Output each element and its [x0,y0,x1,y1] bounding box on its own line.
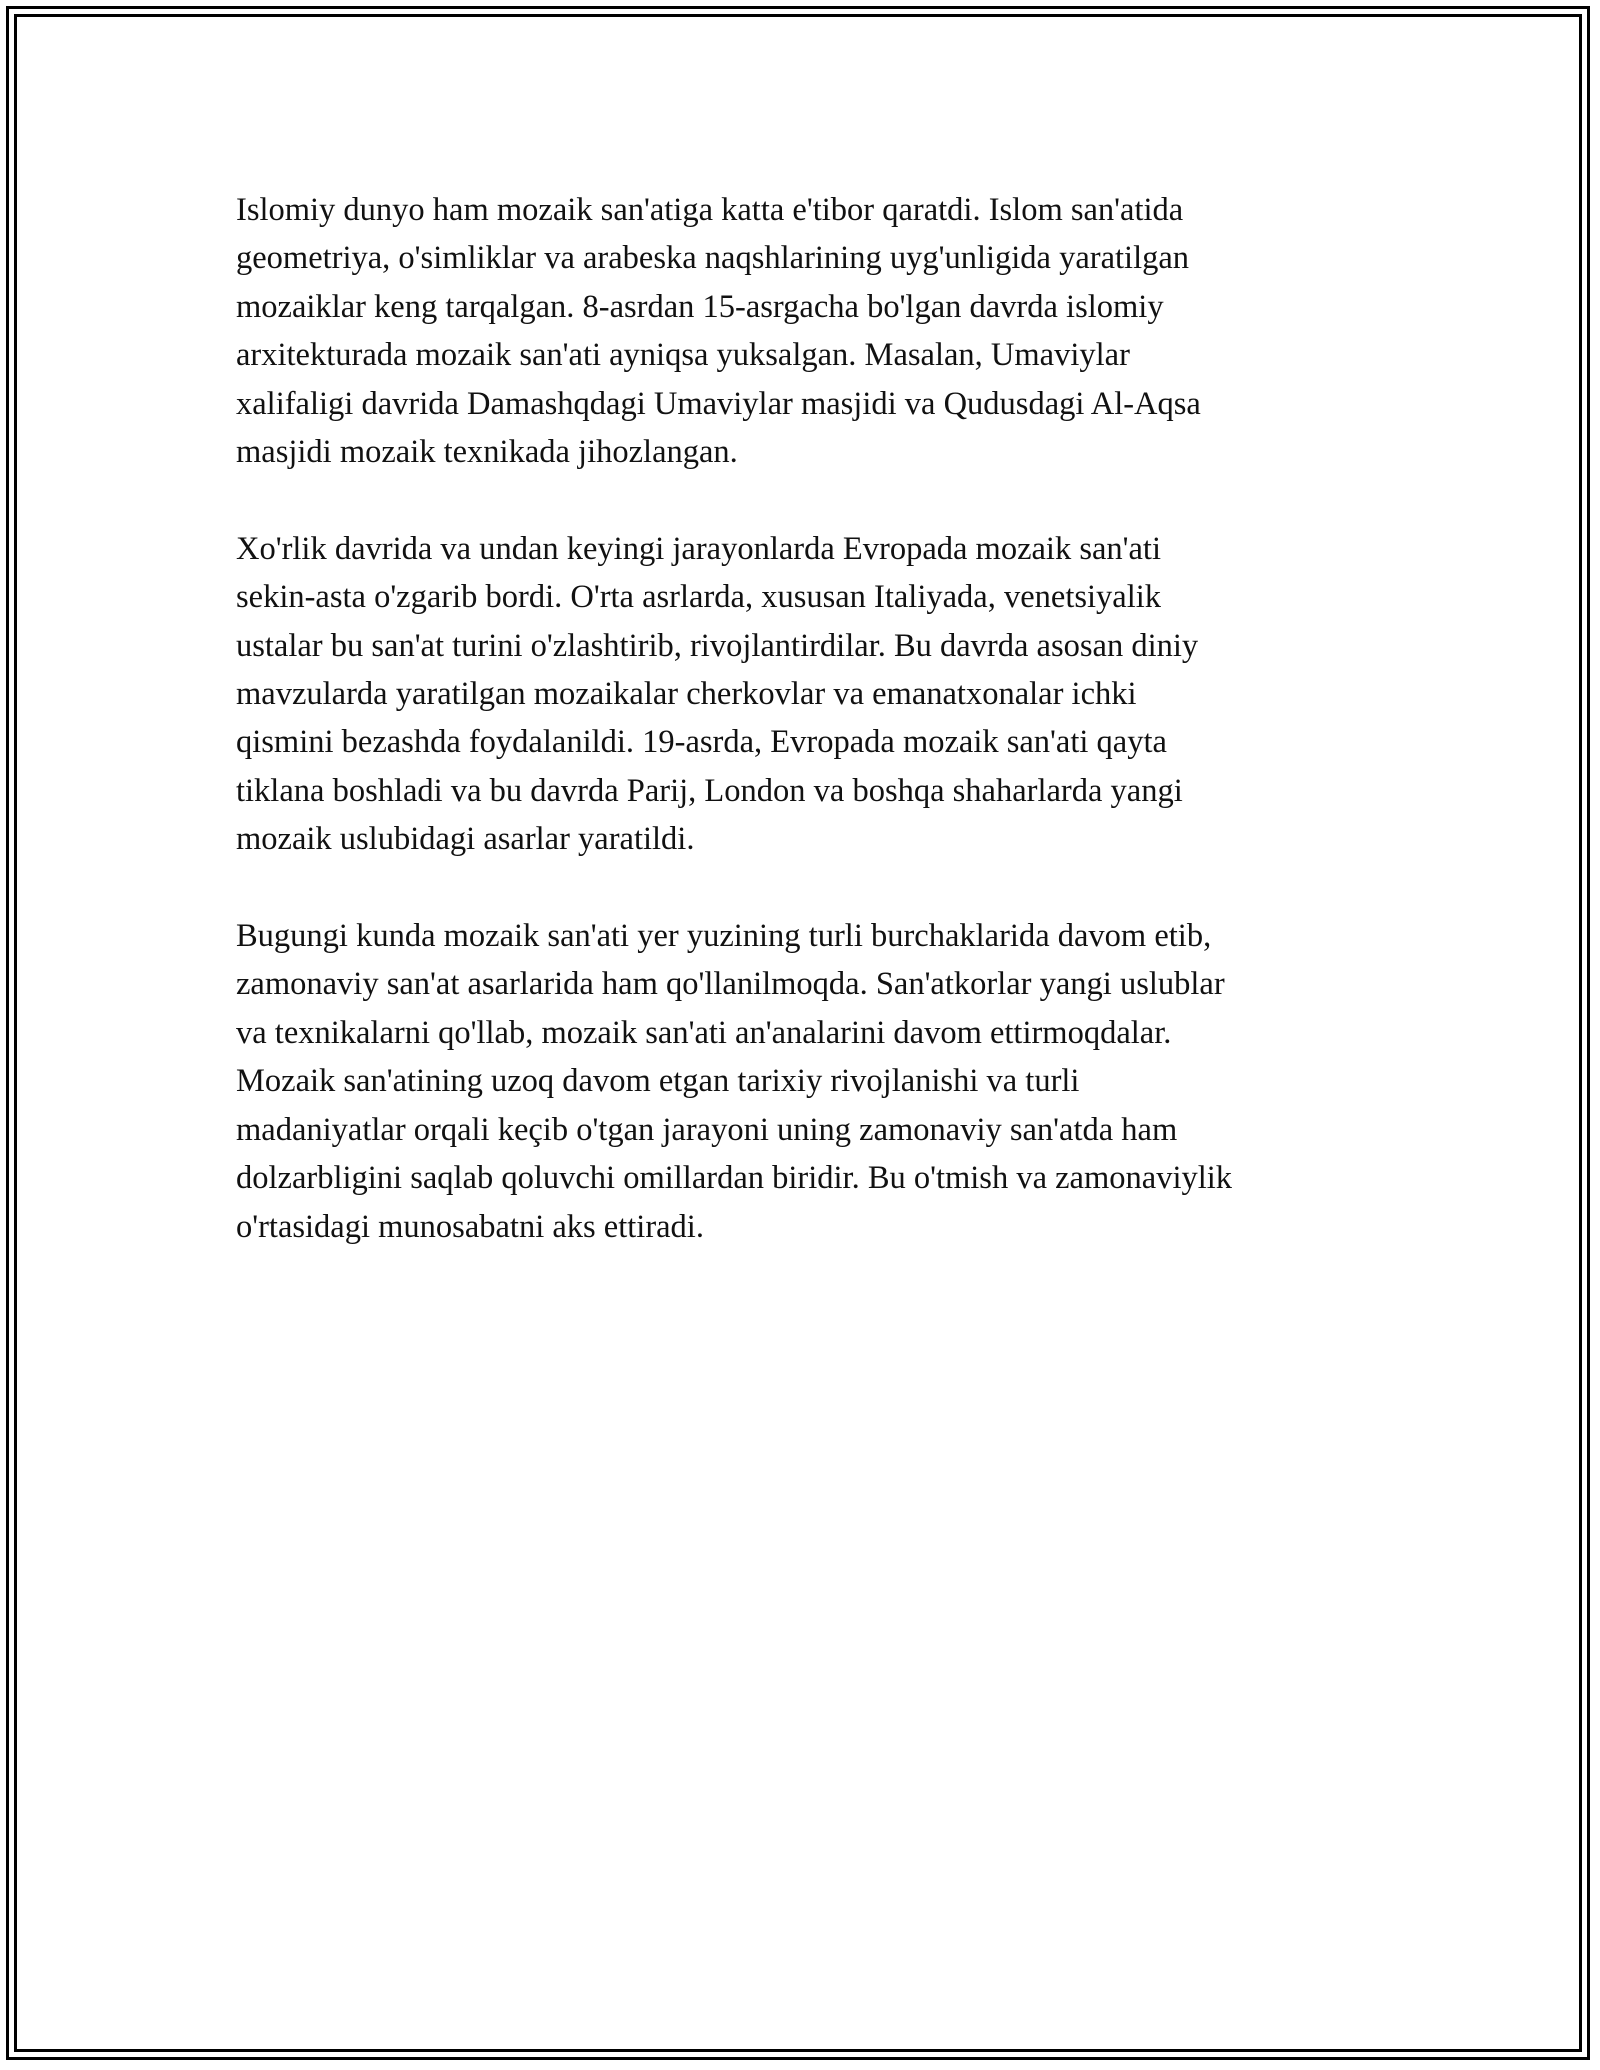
paragraph-line: arxitekturada mozaik san'ati ayniqsa yuksalgan. Masalan, Umaviylar [236,337,1130,374]
paragraph-1 [236,186,1376,476]
paragraph-line: zamonaviy san'at asarlarida ham qo'llanilmoqda. San'atkorlar yangi uslublar [236,966,1225,1003]
paragraph-line: geometriya, o'simliklar va arabeska naqshlarining uyg'unligida yaratilgan [236,240,1190,277]
paragraph-line: o'rtasidagi munosabatni aks ettiradi. [236,1208,704,1245]
paragraph-line: dolzarbligini saqlab qoluvchi omillardan biridir. Bu o'tmish va zamonaviylik [236,1160,1233,1197]
paragraph-line: xalifaligi davrida Damashqdagi Umaviylar masjidi va Qudusdagi Al-Aqsa [236,385,1201,422]
paragraph-line: mavzularda yaratilgan mozaikalar cherkovlar va emanatxonalar ichki [236,676,1137,713]
document-body [236,186,1376,1299]
paragraph-line: qismini bezashda foydalanildi. 19-asrda, Evropada mozaik san'ati qayta [236,724,1167,761]
paragraph-line: Islomiy dunyo ham mozaik san'atiga katta e'tibor qaratdi. Islom san'atida [236,192,1184,228]
paragraph-line: masjidi mozaik texnikada jihozlangan. [236,434,738,471]
paragraph-line: va texnikalarni qo'llab, mozaik san'ati an'analarini davom ettirmoqdalar. [236,1014,1172,1051]
paragraph-line: Xo'rlik davrida va undan keyingi jarayonlarda Evropada mozaik san'ati [236,530,1161,567]
paragraph-line: madaniyatlar orqali keçib o'tgan jarayoni uning zamonaviy san'atda ham [236,1111,1178,1148]
paragraph-3 [236,912,1376,1251]
paragraph-line: Mozaik san'atining uzoq davom etgan tarixiy rivojlanishi va turli [236,1063,1080,1100]
paragraph-line: Bugungi kunda mozaik san'ati yer yuzining turli burchaklarida davom etib, [236,918,1212,955]
paragraph-line: ustalar bu san'at turini o'zlashtirib, rivojlantirdilar. Bu davrda asosan diniy [236,627,1199,664]
paragraph-2 [236,525,1376,864]
paragraph-line: tiklana boshladi va bu davrda Parij, London va boshqa shaharlarda yangi [236,772,1183,809]
paragraph-line: mozaik uslubidagi asarlar yaratildi. [236,821,695,858]
paragraph-line: mozaiklar keng tarqalgan. 8-asrdan 15-asrgacha bo'lgan davrda islomiy [236,288,1164,325]
paragraph-line: sekin-asta o'zgarib bordi. O'rta asrlarda, xususan Italiyada, venetsiyalik [236,579,1162,616]
